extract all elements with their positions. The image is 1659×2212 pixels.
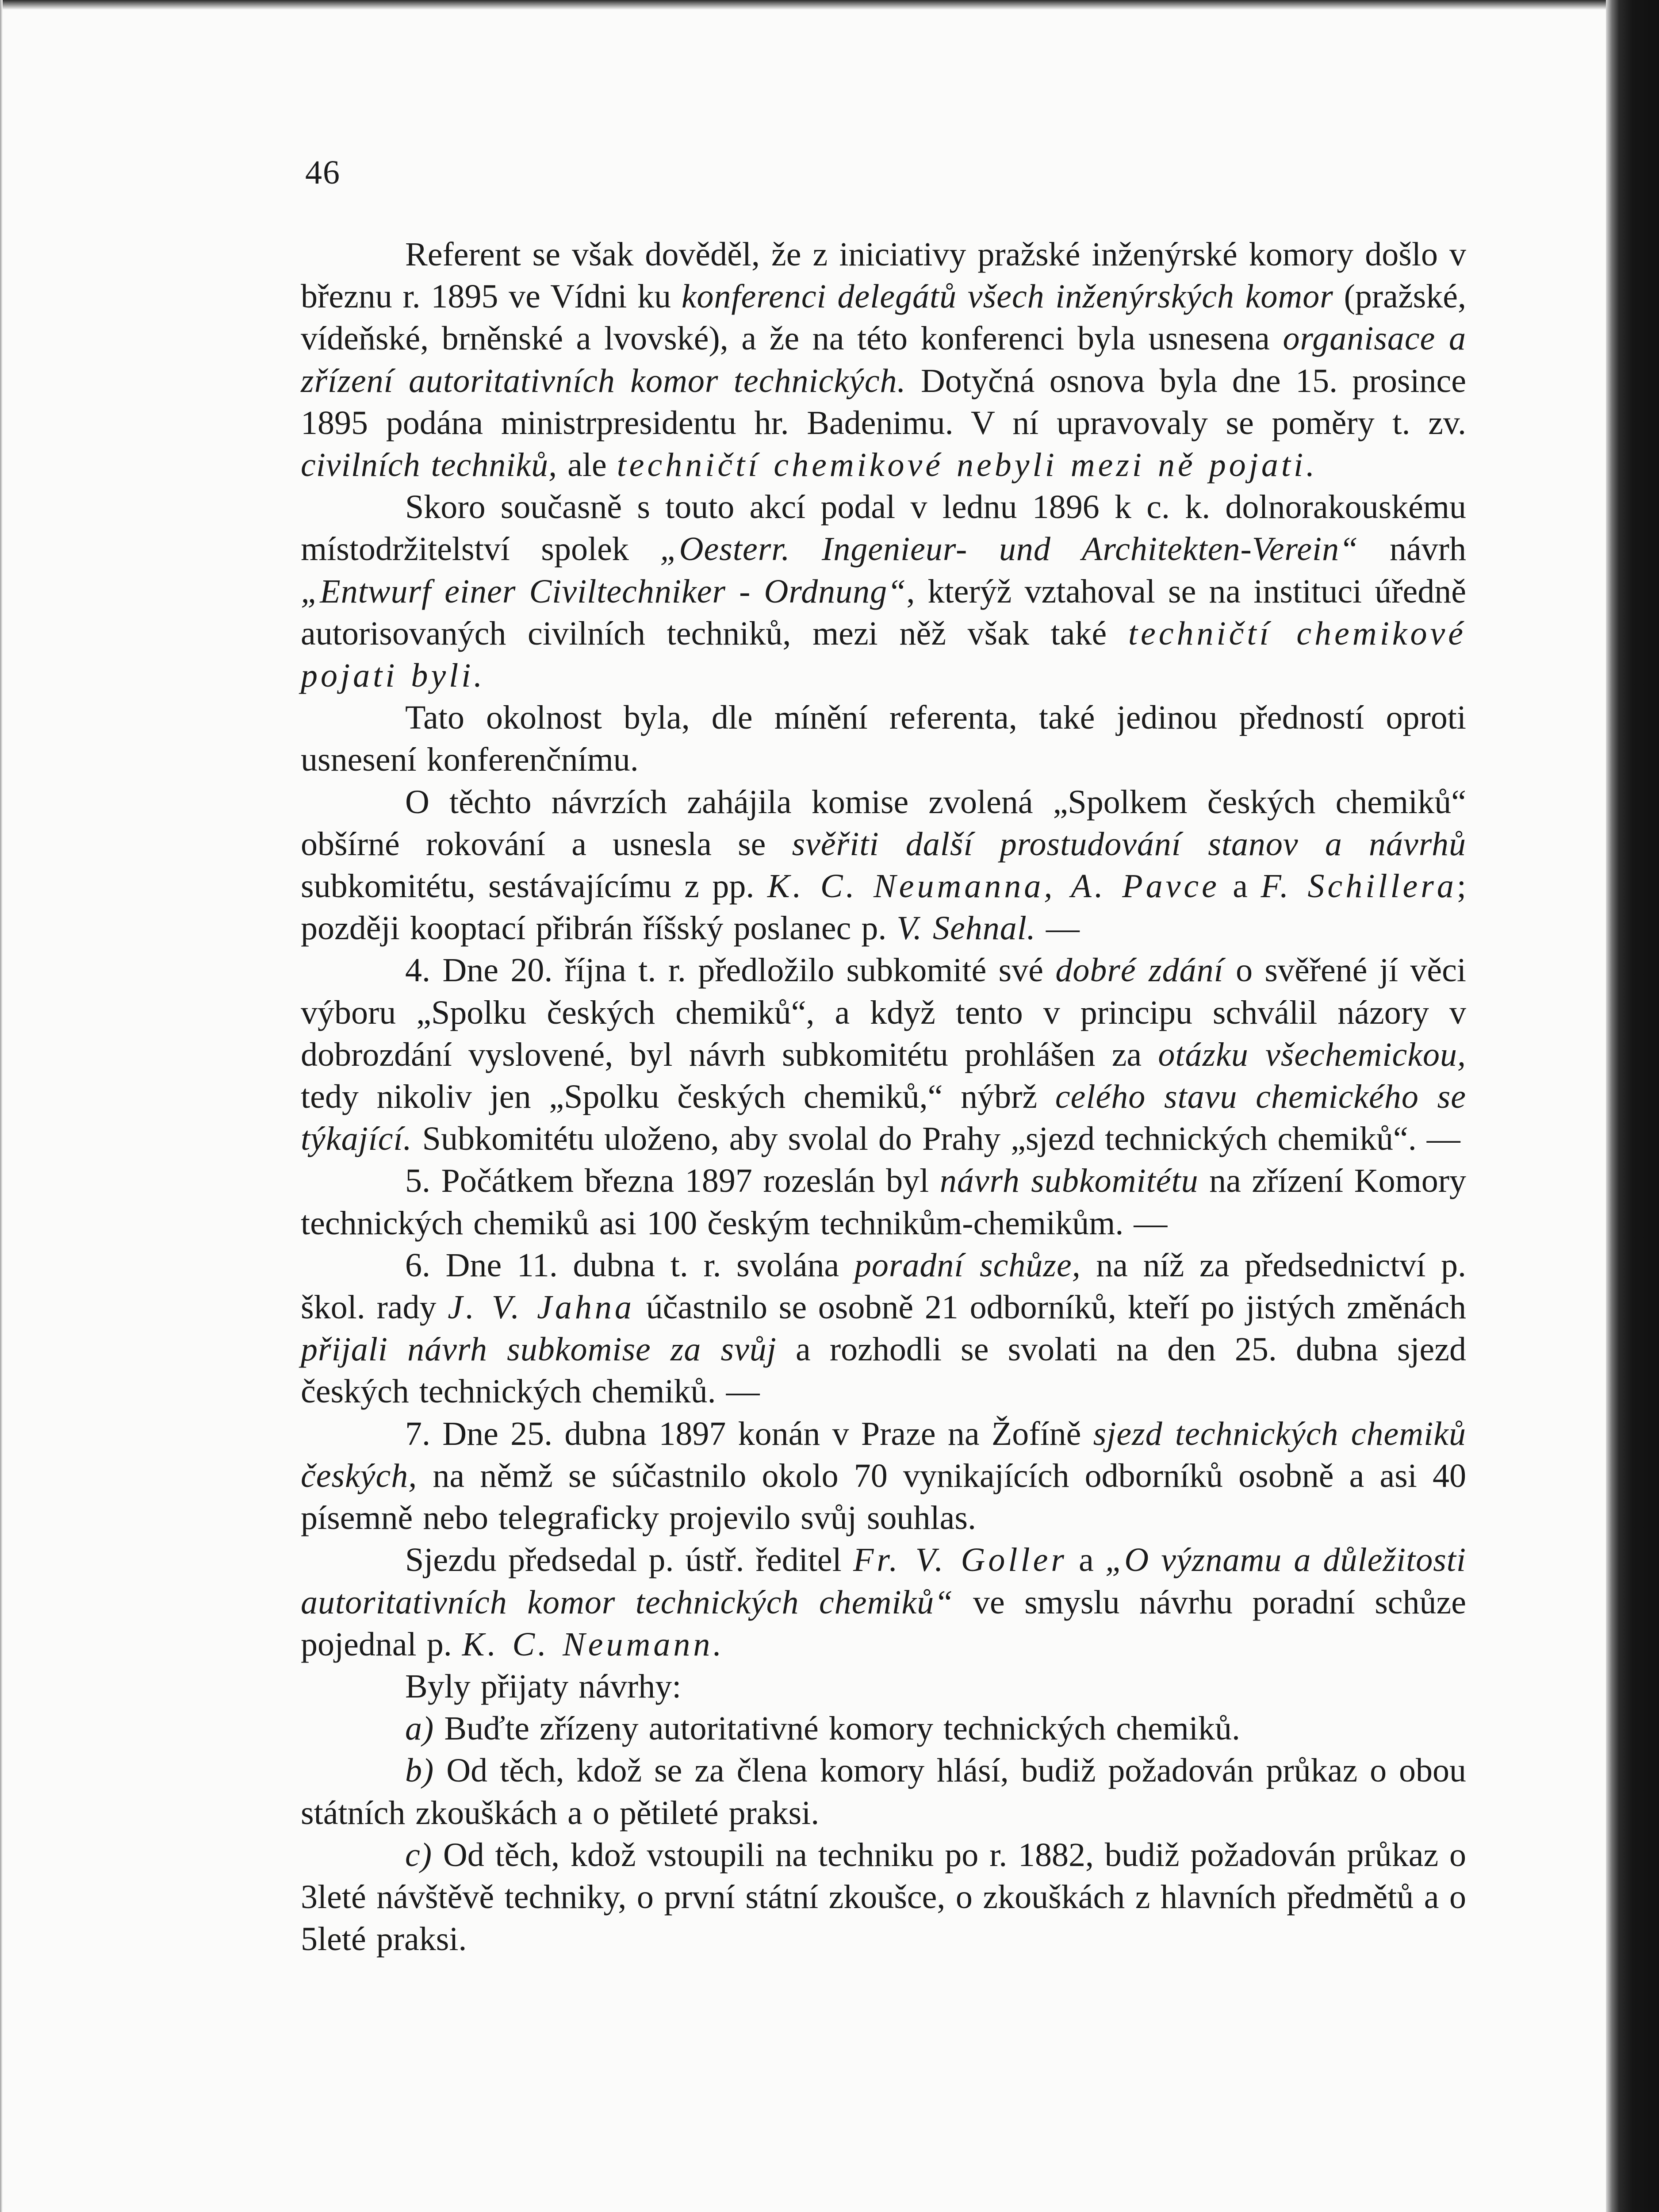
- text-run: Byly přijaty návrhy:: [405, 1667, 682, 1705]
- italic-run: návrh subkomitétu: [939, 1162, 1199, 1200]
- paragraph: [301, 486, 1466, 697]
- text-run: ; později kooptací přibrán říšský poslanec p.: [301, 868, 1466, 947]
- text-run: Skoro současně s touto akcí podal v lednu 1896 k c. k. dolnorakouskému místodržitelství spolek: [301, 488, 1466, 568]
- paragraph: [301, 234, 1466, 486]
- spaced-italic-run: K. C. Neumanna, A. Pavce: [767, 868, 1220, 905]
- text-run: na němž se súčastnilo okolo 70 vynikajících odborníků osobně a asi 40 písemně nebo telegraficky projevilo svůj souhlas.: [301, 1457, 1466, 1537]
- paragraph: [301, 1244, 1466, 1413]
- paragraph: [301, 1160, 1466, 1244]
- list-item: [301, 1708, 1466, 1750]
- paragraph: [301, 1413, 1466, 1540]
- text-run: Subkomitétu uloženo, aby svolal do Prahy „sjezd technických chemiků“. —: [412, 1120, 1460, 1158]
- text-run: návrh: [1358, 530, 1466, 568]
- spaced-italic-run: Fr. V. Goller: [853, 1541, 1067, 1579]
- text-run: o svěřené jí věci výboru „Spolku českých chemiků“, a když tento v principu schválil názory v dobrozdání vyslovené, byl návrh subkomitétu prohlášen za: [301, 952, 1467, 1073]
- italic-run: sjezd technických chemiků českých,: [301, 1415, 1466, 1494]
- text-run: a rozhodli se svolati na den 25. dubna sjezd českých technických chemiků. —: [301, 1331, 1466, 1410]
- list-item: [301, 1750, 1466, 1834]
- scan-top-edge: [0, 0, 1659, 13]
- spaced-italic-run: F. Schillera: [1261, 868, 1457, 905]
- scan-left-edge: [0, 0, 3, 2212]
- text-run: účastnilo se osobně 21 odborníků, kteří po jistých změnách: [634, 1289, 1467, 1326]
- italic-run: a): [405, 1710, 434, 1747]
- paragraph: [301, 949, 1466, 1160]
- italic-run: „O významu a důležitosti autoritativních komor technických chemiků“: [301, 1541, 1467, 1621]
- text-run: —: [1035, 910, 1080, 947]
- italic-run: „Oesterr. Ingenieur- und Architekten-Verein“: [660, 530, 1359, 568]
- text-run: O těchto návrzích zahájila komise zvolená „Spolkem českých chemiků“ obšírné rokování a usnesla se: [301, 783, 1466, 863]
- text-run: Od těch, kdož se za člena komory hlásí, budiž požadován průkaz o obou státních zkouškách a o pětileté praksi.: [301, 1752, 1466, 1832]
- scan-right-edge: [1606, 0, 1659, 2212]
- italic-run: b): [405, 1752, 434, 1790]
- italic-run: V. Sehnal.: [897, 910, 1036, 947]
- spaced-italic-run: techničtí chemikové nebyli mezi ně pojati.: [617, 446, 1318, 484]
- italic-run: konferenci delegátů všech inženýrských komor: [681, 278, 1333, 315]
- text-run: Sjezdu předsedal p. ústř. ředitel: [405, 1541, 853, 1579]
- text-run: a: [1067, 1541, 1105, 1579]
- list-item: [301, 1834, 1466, 1961]
- paragraph: [301, 781, 1466, 950]
- italic-run: přijali návrh subkomise za svůj: [301, 1331, 777, 1368]
- italic-run: otázku všechemickou,: [1158, 1036, 1466, 1073]
- italic-run: organisace a zřízení autoritativních komor technických.: [301, 320, 1466, 399]
- text-run: Buďte zřízeny autoritativné komory technických chemiků.: [434, 1710, 1240, 1747]
- spaced-italic-run: J. V. Jahna: [448, 1289, 635, 1326]
- text-run: 5. Počátkem března 1897 rozeslán byl: [405, 1162, 940, 1200]
- text-run: 4. Dne 20. října t. r. předložilo subkomité své: [405, 952, 1056, 989]
- text-run: na níž za předsednictví p. škol. rady: [301, 1246, 1466, 1326]
- text-run: Dotyčná osnova byla dne 15. prosince 1895 podána ministrpresidentu hr. Badenimu. V ní upravovaly se poměry t. zv.: [301, 362, 1466, 442]
- text-run: (pražské, vídeňské, brněnské a lvovské), a že na této konferenci byla usnesena: [301, 278, 1466, 357]
- text-run: na zřízení Komory technických chemiků asi 100 českým technikům-chemikům. —: [301, 1162, 1467, 1242]
- italic-run: civilních techniků,: [301, 446, 558, 484]
- text-run: tedy nikoliv jen „Spolku českých chemiků,“ nýbrž: [301, 1078, 1055, 1116]
- text-run: Od těch, kdož vstoupili na techniku po r. 1882, budiž požadován průkaz o 3leté návštěvě techniky, o první státní zkoušce, o zkouškách z hlavních předmětů a o 5leté praksi.: [301, 1836, 1466, 1958]
- text-run: , kterýž vztahoval se na instituci úředně autorisovaných civilních techniků, mezi něž však také: [301, 572, 1466, 652]
- page-number: 46: [305, 154, 341, 191]
- italic-run: c): [405, 1836, 433, 1874]
- text-run: subkomitétu, sestávajícímu z pp.: [301, 868, 767, 905]
- body-text: [301, 234, 1466, 1960]
- paragraph: [301, 697, 1466, 781]
- spaced-italic-run: K. C. Neumann.: [462, 1625, 725, 1663]
- text-run: 7. Dne 25. dubna 1897 konán v Praze na Žofíně: [405, 1415, 1093, 1452]
- text-run: ale: [557, 446, 617, 484]
- text-run: a: [1219, 868, 1261, 905]
- italic-run: svěřiti další prostudování stanov a návrhů: [792, 825, 1466, 863]
- text-run: ve smyslu návrhu poradní schůze pojednal p.: [301, 1583, 1467, 1663]
- italic-run: celého stavu chemického se týkající.: [301, 1078, 1466, 1158]
- text-run: Referent se však dověděl, že z iniciativy pražské inženýrské komory došlo v březnu r. 1895 ve Vídni ku: [301, 236, 1466, 315]
- italic-run: „Entwurf einer Civiltechniker - Ordnung“: [301, 572, 907, 610]
- paragraph: [301, 1539, 1466, 1666]
- text-run: 6. Dne 11. dubna t. r. svolána: [405, 1246, 854, 1284]
- italic-run: poradní schůze,: [854, 1246, 1081, 1284]
- spaced-italic-run: techničtí chemikové pojati byli.: [301, 614, 1466, 695]
- paragraph: [301, 1666, 1466, 1708]
- text-run: Tato okolnost byla, dle mínění referenta, také jedinou předností oproti usnesení konferenčnímu.: [301, 699, 1466, 779]
- italic-run: dobré zdání: [1055, 952, 1224, 989]
